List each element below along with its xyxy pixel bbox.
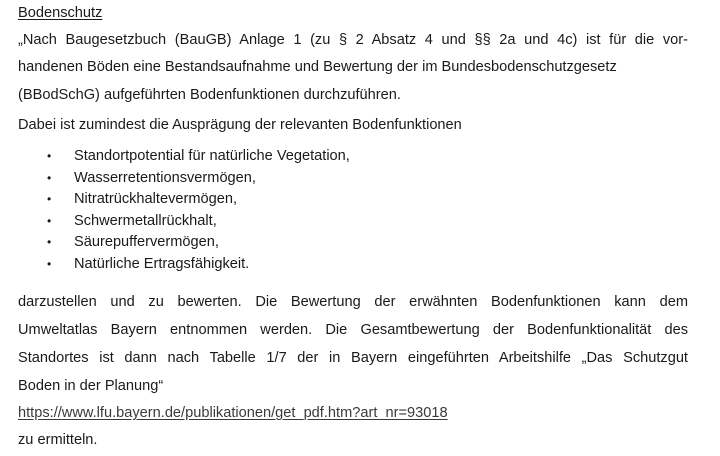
bullet-icon: • <box>47 235 52 250</box>
body-line-2: Umweltatlas Bayern entnommen werden. Die Gesamtbewertung der Bodenfunktionalität des <box>18 322 688 338</box>
closing-line: zu ermitteln. <box>18 432 98 448</box>
body-line-4: Boden in der Planung“ <box>18 378 164 394</box>
intro-line-3: (BBodSchG) aufgeführten Bodenfunktionen durchzuführen. <box>18 87 401 103</box>
body-line-1: darzustellen und zu bewerten. Die Bewertung der erwähnten Bodenfunktionen kann dem <box>18 294 688 310</box>
intro-line-2: handenen Böden eine Bestandsaufnahme und Bewertung der im Bundesbodenschutzgesetz <box>18 59 617 75</box>
bullet-icon: • <box>47 213 52 228</box>
bullet-icon: • <box>47 192 52 207</box>
bullet-icon: • <box>47 149 52 163</box>
body-line-3: Standortes ist dann nach Tabelle 1/7 der in Bayern eingeführten Arbeitshilfe „Das Schutzgut <box>18 350 688 366</box>
bullet-icon: • <box>47 170 52 185</box>
bullet-icon: • <box>47 256 52 271</box>
intro-line-1: „Nach Baugesetzbuch (BauGB) Anlage 1 (zu § 2 Absatz 4 und §§ 2a und 4c) ist für die vor- <box>18 32 688 48</box>
arbeitshilfe-link[interactable]: https://www.lfu.bayern.de/publikationen/get_pdf.htm?art_nr=93018 <box>18 405 448 421</box>
section-heading: Bodenschutz <box>18 5 103 21</box>
lead-sentence: Dabei ist zumindest die Ausprägung der relevanten Bodenfunktionen <box>18 117 462 133</box>
document-page: Bodenschutz „Nach Baugesetzbuch (BauGB) Anlage 1 (zu § 2 Absatz 4 und §§ 2a und 4c) ist für die vor- handenen Böden eine Bestandsaufnahme und Bewertung der im Bundesbodenschutzgesetz (BBodSchG) aufgeführten Bodenfunktionen durchzuführen. Dabei ist zumindest die Ausprägung der relevanten Bodenfunktionen • Standortpotential für natürliche Vegetation, • Wasserretentionsvermögen, • Nitratrückhaltevermögen, • Schwermetallrückhalt, • Säurepuffervermögen, • Natürliche Ertragsfähigkeit. darzustellen und zu bewerten. Die Bewertung der erwähnten Bodenfunktionen kann dem Umweltatlas Bayern entnommen werden. Die Gesamtbewertung der Bodenfunktionalität des Standortes ist dann nach Tabelle 1/7 der in Bayern eingeführten Arbeitshilfe „Das Schutzgut Boden in der Planung“ https://www.lfu.bayern.de/publikationen/get_pdf.htm?art_nr=93018 zu ermitteln. <box>18 5 688 448</box>
